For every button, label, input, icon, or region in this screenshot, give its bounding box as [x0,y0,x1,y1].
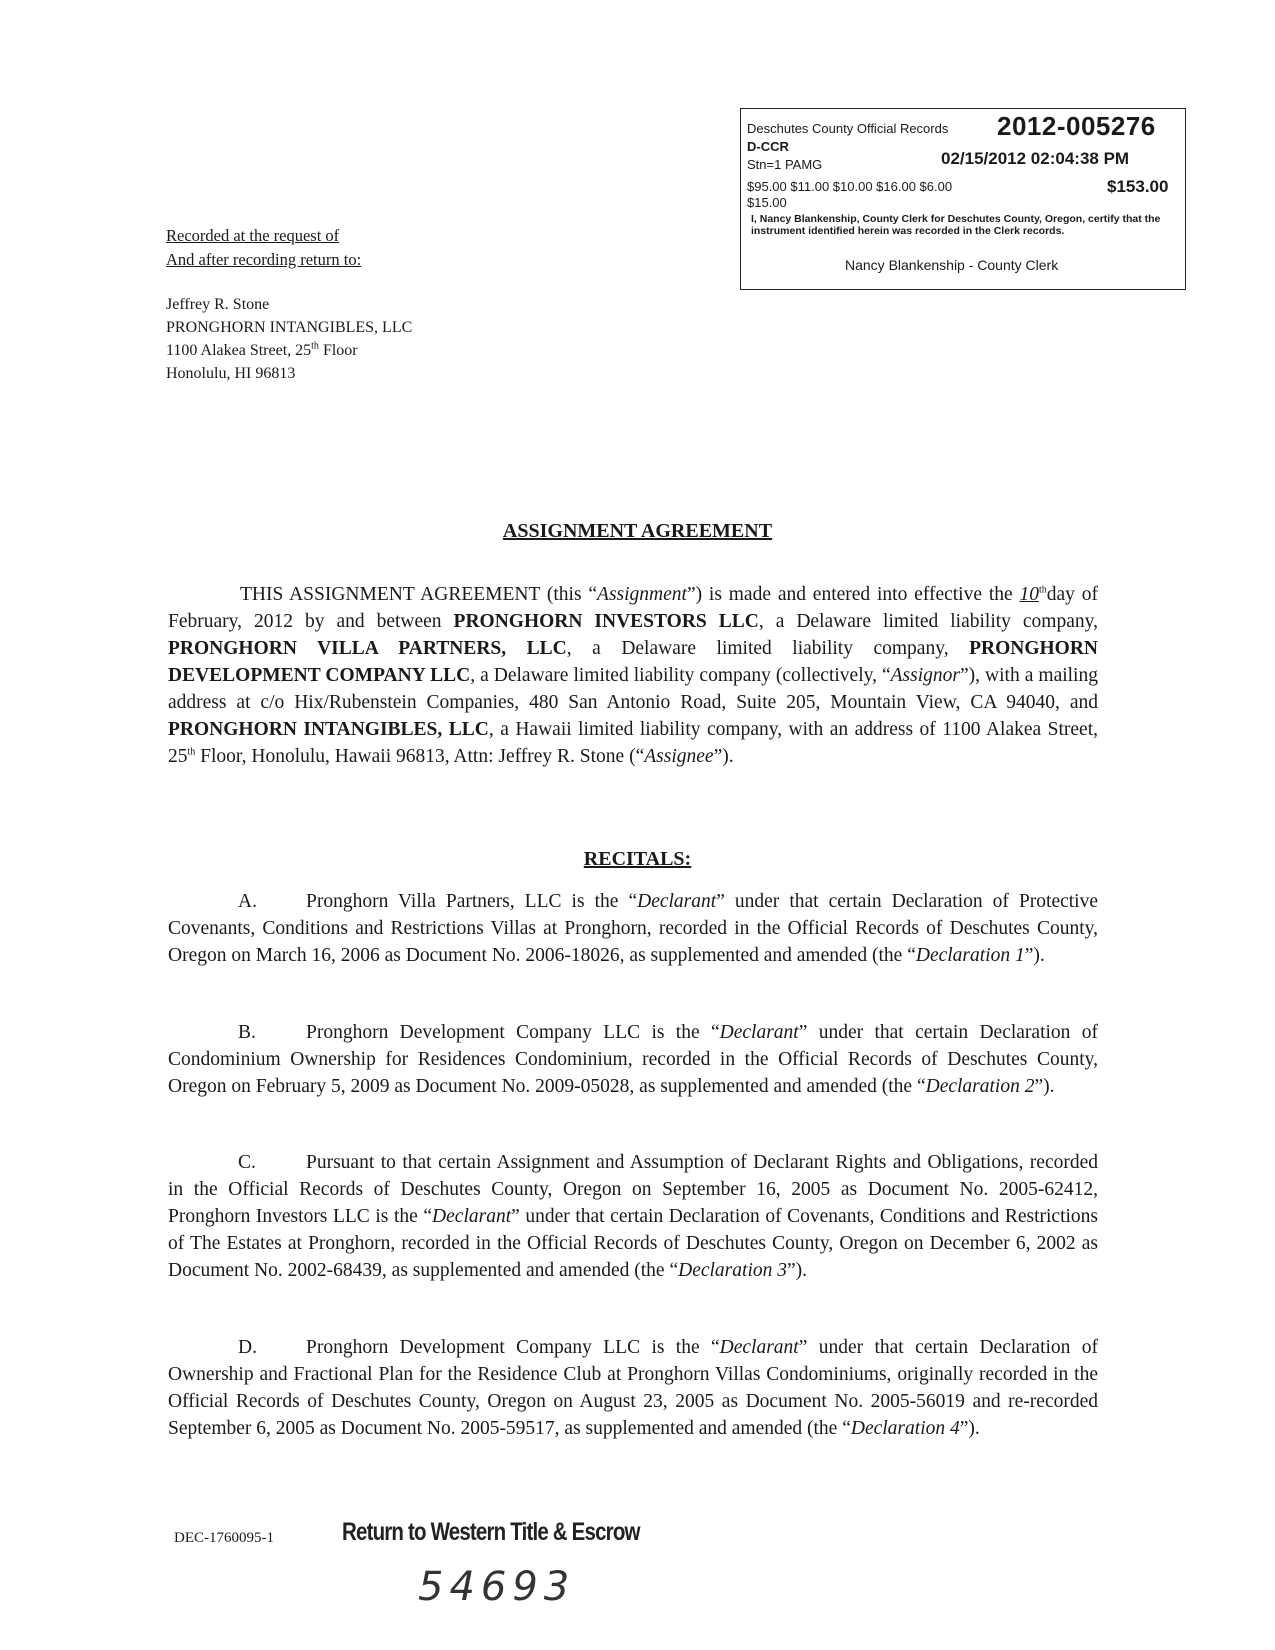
recitals-heading: RECITALS: [583,848,692,870]
recording-line-2: And after recording return to: [166,250,362,269]
stamp-doc-number: 2012-005276 [997,111,1156,141]
document-id: DEC-1760095-1 [174,1530,274,1546]
intro-paragraph: THIS ASSIGNMENT AGREEMENT (this “Assignment”) is made and entered into effective the 10thday of February, 2012 by and between PRONGHORN INVESTORS LLC, a Delaware limited liability company, PRONGHORN VILLA PARTNERS, LLC, a Delaware limited liability company, PRONGHORN DEVELOPMENT COMPANY LLC, a Delaware limited liability company (collectively, “Assignor”), with a mailing address at c/o Hix/Rubenstein Companies, 480 San Antonio Road, Suite 205, Mountain View, CA 94040, and PRONGHORN INTANGIBLES, LLC, a Hawaii limited liability company, with an address of 1100 Alakea Street, 25th Floor, Honolulu, Hawaii 96813, Attn: Jeffrey R. Stone (“Assignee”). [168,584,1099,767]
recital-a: A. Pronghorn Villa Partners, LLC is the “Declarant” under that certain Declaration of Protective Covenants, Conditions and Restrictions Villas at Pronghorn, recorded in the Official Records of Deschutes County, Oregon on March 16, 2006 as Document No. 2006-18026, as supplemented and amended (the “Declaration 1”). [168,891,1098,966]
stamp-total: $153.00 [1107,177,1169,196]
recording-stamp [740,108,1186,290]
recording-line-1: Recorded at the request of [166,226,340,245]
document-title: ASSIGNMENT AGREEMENT [502,520,773,542]
stamp-station: Stn=1 PAMG [747,157,823,172]
address-city: Honolulu, HI 96813 [166,365,296,382]
stamp-fees: $95.00 $11.00 $10.00 $16.00 $6.00 [747,179,953,194]
handwritten-number: 54693 [418,1564,576,1610]
return-address [166,293,412,385]
return-stamp: Return to Western Title & Escrow [342,1518,640,1546]
address-street: 1100 Alakea Street, 25th Floor [166,340,358,359]
stamp-code: D-CCR [747,139,789,154]
stamp-datetime: 02/15/2012 02:04:38 PM [941,149,1130,168]
recital-c: C. Pursuant to that certain Assignment and Assumption of Declarant Rights and Obligations, recorded in the Official Records of Deschutes County, Oregon on September 16, 2005 as Document No. 2005-62412, Pronghorn Investors LLC is the “Declarant” under that certain Declaration of Covenants, Conditions and Restrictions of The Estates at Pronghorn, recorded in the Official Records of Deschutes County, Oregon on December 6, 2002 as Document No. 2002-68439, as supplemented and amended (the “Declaration 3”). [168,1152,1098,1281]
address-name: Jeffrey R. Stone [166,296,270,313]
stamp-fees-2: $15.00 [747,195,787,210]
stamp-office: Deschutes County Official Records [747,121,949,136]
recital-b: B. Pronghorn Development Company LLC is the “Declarant” under that certain Declaration of Condominium Ownership for Residences Condominium, recorded in the Official Records of Deschutes County, Oregon on February 5, 2009 as Document No. 2009-05028, as supplemented and amended (the “Declaration 2”). [168,1022,1099,1097]
address-company: PRONGHORN INTANGIBLES, LLC [166,319,413,336]
recording-request [166,224,361,272]
stamp-clerk: Nancy Blankenship - County Clerk [845,257,1059,273]
recital-d: D. Pronghorn Development Company LLC is the “Declarant” under that certain Declaration of Ownership and Fractional Plan for the Residence Club at Pronghorn Villas Condominiums, originally recorded in the Official Records of Deschutes County, Oregon on August 23, 2005 as Document No. 2005-56019 and re-recorded September 6, 2005 as Document No. 2005-59517, as supplemented and amended (the “Declaration 4”). [168,1337,1099,1439]
stamp-certification: I, Nancy Blankenship, County Clerk for Deschutes County, Oregon, certify that the instrument identified herein was recorded in the Clerk records. [751,213,1161,237]
